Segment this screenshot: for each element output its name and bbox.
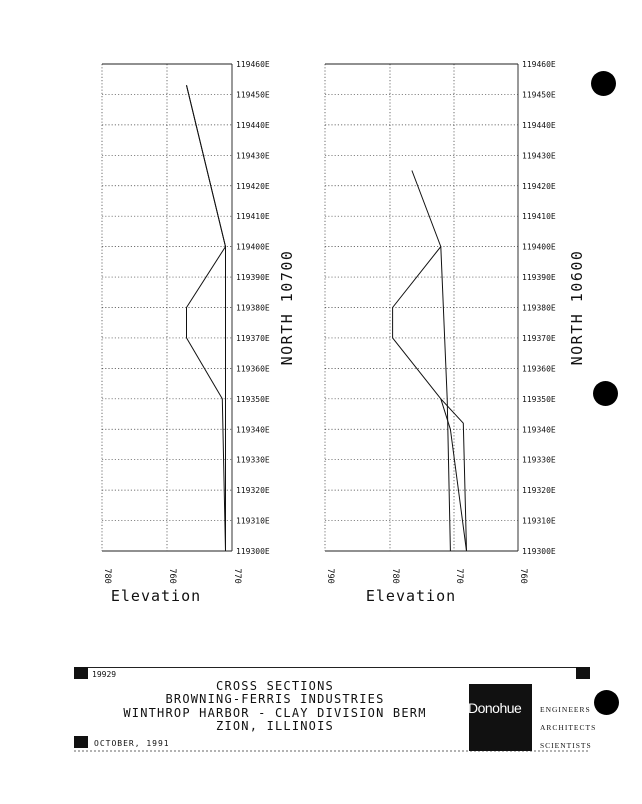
x-tick-label: 760 (167, 568, 177, 584)
y-tick-label: 119360E (522, 364, 556, 374)
y-tick-label: 119380E (522, 303, 556, 313)
series-line (441, 247, 451, 551)
y-tick-label: 119410E (522, 212, 556, 222)
y-tick-label: 119310E (522, 516, 556, 526)
section-label: NORTH 10700 (278, 249, 296, 366)
job-number: 19929 (92, 670, 117, 679)
x-tick-label: 780 (390, 568, 400, 584)
title-line-1: CROSS SECTIONS (216, 679, 334, 693)
y-tick-label: 119460E (522, 60, 556, 69)
y-tick-label: 119370E (522, 333, 556, 343)
y-tick-label: 119350E (522, 394, 556, 404)
y-tick-label: 119390E (522, 273, 556, 283)
y-tick-label: 119410E (236, 212, 270, 222)
y-tick-label: 119330E (522, 455, 556, 465)
x-tick-label: 790 (325, 568, 335, 584)
x-axis-label: Elevation (365, 587, 457, 605)
logo-text: Donohue (468, 700, 522, 716)
y-tick-label: 119400E (522, 242, 556, 252)
section-label: NORTH 10600 (568, 249, 586, 366)
y-tick-label: 119340E (522, 425, 556, 435)
role-engineers: ENGINEERS (540, 705, 591, 714)
y-tick-label: 119400E (236, 242, 270, 252)
punch-hole (593, 381, 618, 406)
cross-section-north-10700 (102, 60, 296, 605)
y-tick-label: 119430E (236, 151, 270, 161)
role-architects: ARCHITECTS (540, 723, 597, 732)
logo (469, 684, 532, 751)
corner-mark (576, 667, 590, 679)
cross-section-north-10600 (325, 60, 586, 605)
series-line (393, 171, 467, 552)
role-scientists: SCIENTISTS (540, 741, 592, 750)
title-line-2: BROWNING-FERRIS INDUSTRIES (165, 692, 385, 706)
y-tick-label: 119300E (522, 547, 556, 556)
punch-hole (591, 71, 616, 96)
y-tick-label: 119380E (236, 303, 270, 313)
y-tick-label: 119360E (236, 364, 270, 374)
title-line-3: WINTHROP HARBOR - CLAY DIVISION BERM (123, 706, 427, 720)
x-tick-label: 780 (102, 568, 112, 584)
x-tick-label: 760 (518, 568, 528, 584)
y-tick-label: 119430E (522, 151, 556, 161)
x-tick-label: 770 (232, 568, 242, 584)
y-tick-label: 119370E (236, 333, 270, 343)
x-tick-label: 770 (454, 568, 464, 584)
y-tick-label: 119420E (522, 181, 556, 191)
y-tick-label: 119450E (522, 90, 556, 100)
y-tick-label: 119450E (236, 90, 270, 100)
drawing-date: OCTOBER, 1991 (94, 739, 170, 748)
corner-mark (74, 736, 88, 748)
corner-mark (74, 667, 88, 679)
y-tick-label: 119420E (236, 181, 270, 191)
title-line-4: ZION, ILLINOIS (216, 719, 334, 733)
punch-hole (594, 690, 619, 715)
y-tick-label: 119300E (236, 547, 270, 556)
y-tick-label: 119350E (236, 394, 270, 404)
y-tick-label: 119390E (236, 273, 270, 283)
y-tick-label: 119440E (522, 120, 556, 130)
y-tick-label: 119440E (236, 120, 270, 130)
y-tick-label: 119460E (236, 60, 270, 69)
x-axis-label: Elevation (110, 587, 202, 605)
y-tick-label: 119320E (236, 486, 270, 496)
y-tick-label: 119320E (522, 486, 556, 496)
y-tick-label: 119340E (236, 425, 270, 435)
y-tick-label: 119310E (236, 516, 270, 526)
y-tick-label: 119330E (236, 455, 270, 465)
